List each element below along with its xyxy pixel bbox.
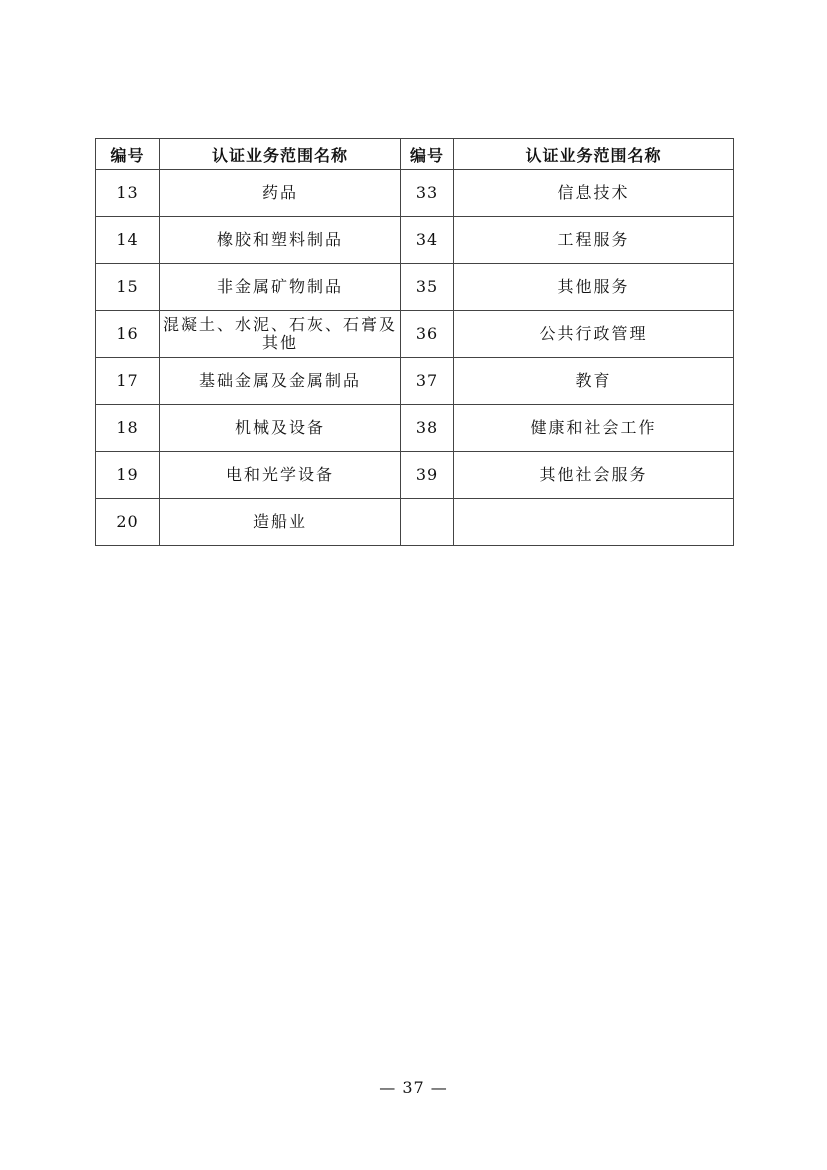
cell-number-left: 17 <box>96 358 160 405</box>
cell-scope-name-right <box>454 499 734 546</box>
cell-scope-name-right: 其他服务 <box>454 264 734 311</box>
table-row <box>96 405 734 452</box>
header-number-left: 编号 <box>96 139 160 170</box>
cell-number-right: 34 <box>401 217 454 264</box>
cell-number-right: 36 <box>401 311 454 358</box>
cell-number-right: 33 <box>401 170 454 217</box>
table-row <box>96 170 734 217</box>
cell-scope-name-left: 混凝土、水泥、石灰、石膏及其他 <box>160 311 401 358</box>
cell-scope-name-left: 机械及设备 <box>160 405 401 452</box>
cell-scope-name-left: 电和光学设备 <box>160 452 401 499</box>
cell-scope-name-right: 其他社会服务 <box>454 452 734 499</box>
page-number: — 37 — <box>379 1078 448 1097</box>
cell-scope-name-left: 造船业 <box>160 499 401 546</box>
header-scope-name-left: 认证业务范围名称 <box>160 139 401 170</box>
cell-scope-name-right: 工程服务 <box>454 217 734 264</box>
cell-scope-name-left: 非金属矿物制品 <box>160 264 401 311</box>
cell-number-left: 16 <box>96 311 160 358</box>
cell-number-left: 20 <box>96 499 160 546</box>
cell-scope-name-left: 橡胶和塑料制品 <box>160 217 401 264</box>
cell-scope-name-right: 教育 <box>454 358 734 405</box>
cell-number-right: 35 <box>401 264 454 311</box>
table-header-row <box>96 139 734 170</box>
table-row <box>96 499 734 546</box>
cell-number-left: 14 <box>96 217 160 264</box>
cell-number-left: 19 <box>96 452 160 499</box>
table-row <box>96 452 734 499</box>
cell-number-right: 38 <box>401 405 454 452</box>
cell-number-left: 13 <box>96 170 160 217</box>
table-row <box>96 311 734 358</box>
cell-scope-name-right: 信息技术 <box>454 170 734 217</box>
cell-number-left: 15 <box>96 264 160 311</box>
cell-number-right: 37 <box>401 358 454 405</box>
certification-scope-table <box>95 138 734 546</box>
cell-number-right <box>401 499 454 546</box>
cell-scope-name-right: 公共行政管理 <box>454 311 734 358</box>
cell-scope-name-left: 药品 <box>160 170 401 217</box>
cell-number-right: 39 <box>401 452 454 499</box>
cell-scope-name-right: 健康和社会工作 <box>454 405 734 452</box>
cell-scope-name-left: 基础金属及金属制品 <box>160 358 401 405</box>
header-scope-name-right: 认证业务范围名称 <box>454 139 734 170</box>
table-row <box>96 264 734 311</box>
header-number-right: 编号 <box>401 139 454 170</box>
cell-number-left: 18 <box>96 405 160 452</box>
table-row <box>96 358 734 405</box>
table-row <box>96 217 734 264</box>
